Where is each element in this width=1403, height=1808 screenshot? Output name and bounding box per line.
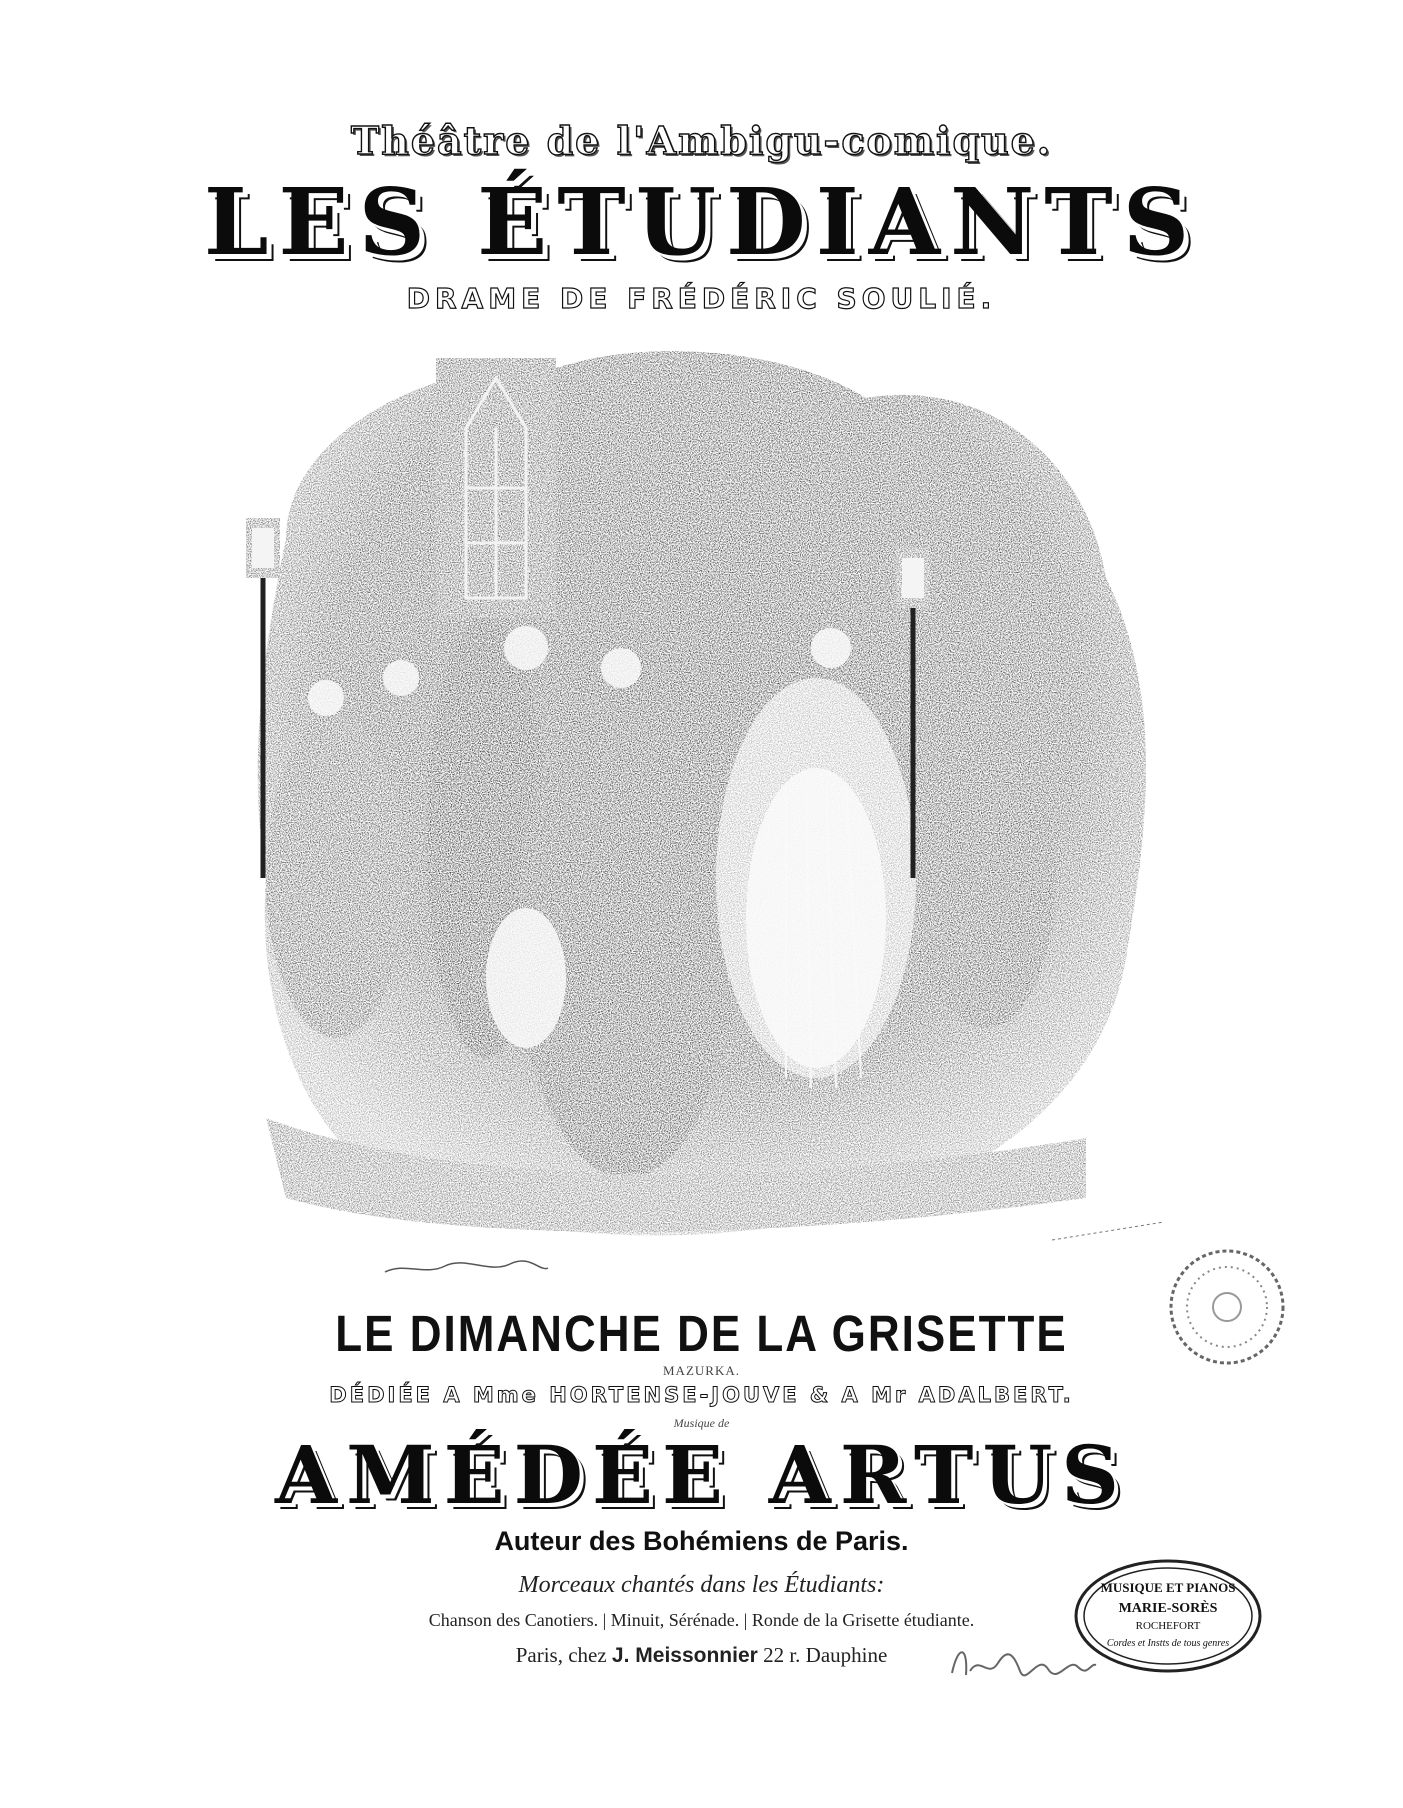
handwritten-signature	[948, 1635, 1098, 1685]
stamp-line-3: ROCHEFORT	[1135, 1620, 1201, 1632]
main-title: LES ÉTUDIANTS	[203, 168, 1200, 276]
dedication-line: DÉDIÉE A Mme HORTENSE-JOUVE & A Mr ADALBERT.	[329, 1383, 1074, 1407]
theatre-name: Théâtre de l'Ambigu-comique.	[350, 118, 1053, 163]
engraver-signature-left	[380, 1258, 550, 1278]
publisher-prefix: Paris, chez	[515, 1643, 607, 1667]
composer-name: AMÉDÉE ARTUS	[275, 1428, 1128, 1522]
library-stamp-round	[1165, 1245, 1290, 1370]
dealer-stamp-oval	[1072, 1556, 1264, 1676]
publisher-name: J. Meissonnier	[611, 1644, 758, 1667]
piece-title: LE DIMANCHE DE LA GRISETTE	[335, 1306, 1068, 1363]
author-note: Auteur des Bohémiens de Paris.	[494, 1526, 909, 1556]
pieces-header: Morceaux chantés dans les Étudiants:	[518, 1572, 885, 1598]
printer-credit-right	[1048, 1218, 1168, 1244]
genre-label: MAZURKA.	[663, 1363, 740, 1378]
stamp-line-2: MARIE-SORÈS	[1118, 1601, 1218, 1616]
publisher-address: 22 r. Dauphine	[763, 1643, 888, 1667]
engraved-ballroom-scene	[226, 318, 1186, 1278]
music-by-label: Musique de	[673, 1416, 730, 1430]
stamp-line-4: Cordes et Instts de tous genres	[1106, 1638, 1230, 1649]
drama-author-line: DRAME DE FRÉDÉRIC SOULIÉ.	[406, 282, 997, 315]
scene-illustration	[226, 318, 1186, 1278]
pieces-list: Chanson des Canotiers. | Minuit, Sérénade. | Ronde de la Grisette étudiante.	[428, 1610, 975, 1630]
stamp-line-1: MUSIQUE ET PIANOS	[1100, 1580, 1236, 1595]
